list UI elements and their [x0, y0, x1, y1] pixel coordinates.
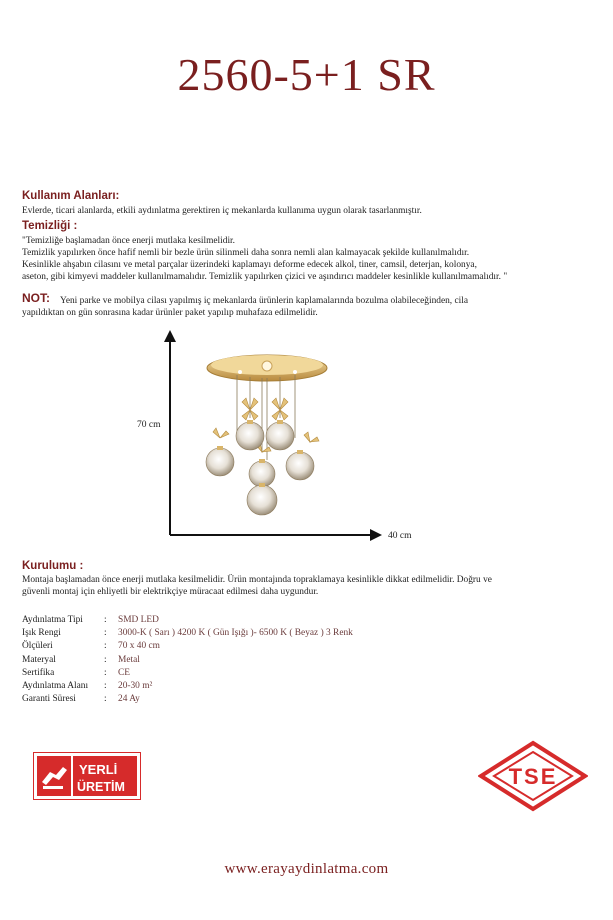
cleaning-line: Kesinlikle ahşabın cilasını ve metal parçalar üzerindeki kaplamayı deforme edecek alkol, tiner, camsil, deterjan, kolonya,	[22, 260, 477, 270]
yerli-line1: YERLİ	[79, 762, 118, 777]
usage-text: Evlerde, ticari alanlarda, etkili aydınlatma gerektiren iç mekanlarda kullanıma uygun olarak tasarlanmıştır.	[22, 206, 422, 216]
cleaning-heading: Temizliği :	[22, 220, 78, 232]
cleaning-line: aseton, gibi kimyevi maddeler kullanılmamalıdır. Temizlik yapılırken çizici ve aşındırıcı maddeler kesinlikle kullanılmamalıdır. "	[22, 272, 508, 282]
width-dimension-label: 40 cm	[388, 531, 412, 541]
cleaning-line: "Temizliğe başlamadan önce enerji mutlaka kesilmelidir.	[22, 236, 235, 246]
note-text-line2: yapıldıktan on gün sonrasına kadar ürünler paket yapılıp muhafaza edilmelidir.	[22, 308, 318, 318]
spec-value: 3000-K ( Sarı ) 4200 K ( Gün Işığı )- 6500 K ( Beyaz ) 3 Renk	[118, 628, 353, 638]
width-arrow	[170, 529, 382, 541]
spec-label: Aydınlatma Alanı	[22, 681, 89, 691]
cleaning-line: Temizlik yapılırken önce hafif nemli bir bezle ürün silinmeli daha sonra nemli alan kalmayacak şekilde kullanılmalıdır.	[22, 248, 470, 258]
spec-separator: :	[104, 628, 107, 638]
note-heading: NOT:	[22, 291, 50, 305]
spec-separator: :	[104, 641, 107, 651]
spec-value: Metal	[118, 655, 140, 665]
flower-ornaments	[213, 398, 319, 452]
spec-value: 24 Ay	[118, 694, 140, 704]
tse-text: TSE	[508, 764, 558, 789]
spec-value: 70 x 40 cm	[118, 641, 160, 651]
usage-heading: Kullanım Alanları:	[22, 190, 120, 202]
installation-text	[22, 574, 602, 598]
spec-separator: :	[104, 681, 107, 691]
yerli-line2: ÜRETİM	[77, 780, 125, 794]
height-arrow	[164, 330, 176, 535]
spec-value: CE	[118, 668, 130, 678]
height-dimension-label: 70 cm	[137, 420, 161, 430]
product-illustration	[150, 330, 400, 545]
note-text-line1: Yeni parke ve mobilya cilası yapılmış iç mekanlarda ürünlerin kaplamalarında bozulma olabileceğinden, cila	[60, 296, 469, 306]
tse-logo	[478, 740, 588, 812]
spec-separator: :	[104, 655, 107, 665]
installation-line: Montaja başlamadan önce enerji mutlaka kesilmelidir. Ürün montajında topraklamaya kesinlikle dikkat edilmelidir. Doğru ve	[22, 575, 492, 585]
spec-label: Materyal	[22, 655, 56, 665]
cleaning-text	[22, 235, 602, 283]
spec-separator: :	[104, 694, 107, 704]
spec-value: SMD LED	[118, 615, 159, 625]
yerli-uretim-logo	[33, 752, 141, 800]
spec-label: Işık Rengi	[22, 628, 61, 638]
spec-value: 20-30 m²	[118, 681, 153, 691]
installation-line: güvenli montaj için ehliyetli bir elektrikçiye müracaat edilmesi daha uygundur.	[22, 587, 319, 597]
spec-separator: :	[104, 615, 107, 625]
spec-separator: :	[104, 668, 107, 678]
spec-label: Sertifika	[22, 668, 55, 678]
product-title: 2560-5+1 SR	[177, 49, 436, 100]
website-url[interactable]: www.erayaydinlatma.com	[224, 861, 389, 877]
spec-label: Ölçüleri	[22, 641, 53, 651]
spec-label: Aydınlatma Tipi	[22, 615, 83, 625]
spec-label: Garanti Süresi	[22, 694, 76, 704]
installation-heading: Kurulumu :	[22, 560, 84, 572]
